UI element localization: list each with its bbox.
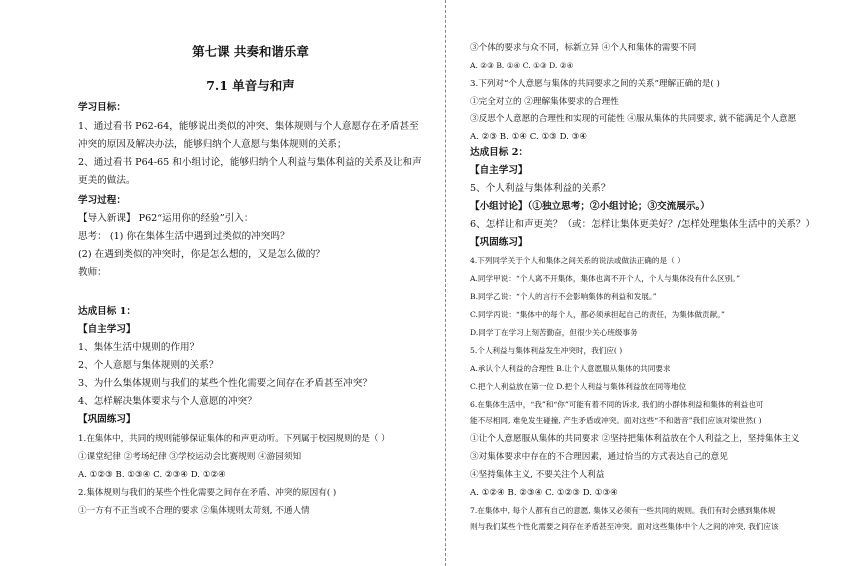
left-text-line: 学习目标： bbox=[78, 102, 126, 113]
left-text-line: ①一方有不正当或不合理的要求 ②集体规则太苛刻, 不通人情 bbox=[78, 506, 310, 516]
right-text-line: C.把个人利益放在第一位 D.把个人利益与集体利益放在同等地位 bbox=[470, 382, 687, 391]
left-text-line: 冲突的原因及解决办法，能够归纳个人意愿与集体规则的关系； bbox=[78, 139, 347, 150]
left-text-line: 1、通过看书 P62-64，能够说出类似的冲突、集体规则与个人意愿存在矛盾甚至 bbox=[78, 121, 419, 132]
left-text-line: 第七课 共奏和谐乐章 bbox=[192, 44, 309, 59]
left-column bbox=[78, 0, 423, 566]
left-text-line: ①课堂纪律 ②考场纪律 ③学校运动会比赛规则 ④游园须知 bbox=[78, 452, 302, 462]
right-text-line: A. ②③ B. ①④ C. ①③ D. ③④ bbox=[470, 132, 588, 142]
left-text-line: 教师： bbox=[78, 267, 107, 278]
right-text-line: 5.个人利益与集体利益发生冲突时，我们应( ) bbox=[470, 346, 623, 355]
right-text-line: ③个体的要求与众不同，标新立异 ④个人和集体的需要不同 bbox=[470, 43, 697, 53]
left-text-line: 2.集体规则与我们的某些个性化需要之间存在矛盾、冲突的原因有( ) bbox=[78, 488, 337, 498]
left-text-line: 2、通过看书 P64-65 和小组讨论，能够归纳个人利益与集体利益的关系及让和声 bbox=[78, 157, 422, 168]
right-text-line: 7.在集体中, 每个人都有自己的意愿, 集体又必须有一些共同的规则。我们有时会感到集体规 bbox=[470, 506, 776, 515]
right-text-line: 6.在集体生活中，“我”和“你”可能有着不同的诉求, 我们的小群体利益和集体的利益也可 bbox=[470, 400, 764, 409]
left-text-line: 4、怎样解决集体要求与个人意愿的冲突？ bbox=[78, 396, 257, 407]
right-text-line: A.承认个人利益的合理性 B.让个人意愿服从集体的共同要求 bbox=[470, 364, 671, 373]
right-text-line: 【小组讨论】（①独立思考；②小组讨论；③交流展示。） bbox=[470, 201, 710, 212]
left-text-line: 3、为什么集体规则与我们的某些个性化需要之间存在矛盾甚至冲突？ bbox=[78, 378, 372, 389]
right-text-line: 达成目标 2： bbox=[470, 147, 528, 158]
right-text-line: C.同学丙说：“集体中的每个人，都必须承担起自己的责任，为集体做贡献。” bbox=[470, 310, 725, 319]
left-text-line: 2、个人意愿与集体规则的关系？ bbox=[78, 360, 219, 371]
left-text-line: 【导入新课】 P62“运用你的经验”引入： bbox=[78, 213, 254, 224]
left-text-line: 达成目标 1： bbox=[78, 306, 136, 317]
right-text-line: 5、个人利益与集体利益的关系？ bbox=[470, 183, 611, 194]
left-text-line: (2) 在遇到类似的冲突时，你是怎么想的，又是怎么做的？ bbox=[78, 249, 325, 260]
right-text-line: 【巩固练习】 bbox=[470, 237, 528, 248]
left-text-line: 【巩固练习】 bbox=[78, 414, 136, 425]
left-text-line: 【自主学习】 bbox=[78, 324, 136, 335]
right-text-line: ①让个人意愿服从集体的共同要求 ②坚持把集体利益放在个人利益之上，坚持集体主义 bbox=[470, 434, 800, 444]
right-text-line: A. ①②④ B. ②③④ C. ①②③ D. ①③④ bbox=[470, 488, 618, 498]
right-text-line: 4.下列同学关于个人和集体之间关系的说法或做法正确的是（ ） bbox=[470, 256, 685, 265]
left-text-line: 学习过程： bbox=[78, 195, 126, 206]
right-text-line: A.同学甲说：“个人离不开集体，集体也离不开个人，个人与集体没有什么区别。” bbox=[470, 274, 741, 283]
right-text-line: A. ②③ B. ①④ C. ①③ D. ②④ bbox=[470, 61, 574, 70]
column-divider bbox=[445, 0, 446, 566]
right-text-line: ③反思个人意愿的合理性和实现的可能性 ④服从集体的共同要求, 就不能满足个人意愿 bbox=[470, 114, 797, 124]
right-text-line: 6、怎样让和声更美？（或：怎样让集体更美好？/怎样处理集体生活中的关系？） bbox=[470, 219, 816, 230]
right-text-line: ③对集体要求中存在的不合理因素，通过恰当的方式表达自己的意见 bbox=[470, 452, 728, 462]
left-text-line: 7.1 单音与和声 bbox=[206, 78, 295, 93]
right-text-line: 则与我们某些个性化需要之间存在矛盾甚至冲突。面对这些集体中个人之间的冲突, 我们应该 bbox=[470, 522, 779, 531]
left-text-line: 1.在集体中，共同的规则能够保证集体的和声更动听。下列属于校园规则的是（ ） bbox=[78, 434, 390, 444]
left-text-line: A. ①②③ B. ①③④ C. ②③④ D. ①②④ bbox=[78, 470, 226, 480]
right-text-line: 【自主学习】 bbox=[470, 165, 528, 176]
left-text-line: 1、集体生活中规则的作用？ bbox=[78, 342, 200, 353]
right-text-line: B.同学乙说：“个人的言行不会影响集体的利益和发展。” bbox=[470, 292, 657, 301]
right-text-line: ①完全对立的 ②理解集体要求的合理性 bbox=[470, 97, 619, 107]
left-text-line: 思考： (1) 你在集体生活中遇到过类似的冲突吗？ bbox=[78, 231, 290, 242]
right-column bbox=[470, 0, 815, 566]
right-text-line: ④坚持集体主义, 不要关注个人利益 bbox=[470, 470, 605, 480]
right-text-line: 3.下列对“个人意愿与集体的共同要求之间的关系”理解正确的是( ) bbox=[470, 79, 720, 89]
left-text-line: 更美的做法。 bbox=[78, 175, 136, 186]
right-text-line: D.同学丁在学习上刻苦勤奋，但很少关心班级事务 bbox=[470, 328, 638, 337]
right-text-line: 能不尽相同, 难免发生碰撞, 产生矛盾或冲突。面对这些“不和谐音”我们应该对梁世然( ) bbox=[470, 416, 762, 425]
